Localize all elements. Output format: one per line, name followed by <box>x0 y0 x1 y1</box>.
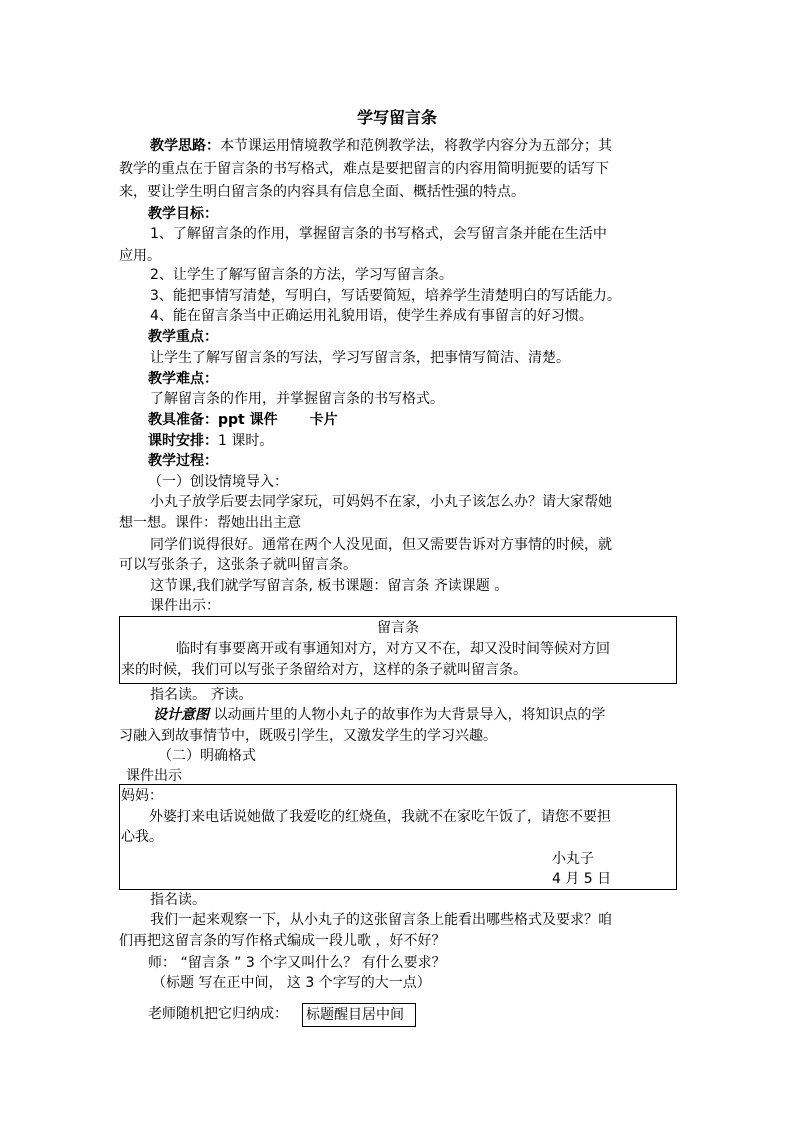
question-1b: 们再把这留言条的写作格式编成一段儿歌 ，好不好？ <box>119 933 446 949</box>
design-line-1 <box>153 705 605 725</box>
section-1-heading: （一）创设情境导入： <box>148 474 288 490</box>
summary-boxed <box>302 1003 416 1027</box>
goal-4: 4、能在留言条当中正确运用礼貌用语，使学生养成有事留言的好习惯。 <box>150 308 593 324</box>
thinking-line-2: 教学的重点在于留言条的书写格式，难点是要把留言的内容用简明扼要的话写下 <box>119 161 609 177</box>
key-label: 教学重点： <box>148 329 218 345</box>
goal-1b: 应用。 <box>119 248 161 264</box>
process-p2a: 同学们说得很好。通常在两个人没见面，但又需要告诉对方事情的时候，就 <box>150 537 612 553</box>
sample-note-box <box>119 784 677 890</box>
goals-label: 教学目标： <box>148 206 218 222</box>
question-2: 师： “留言条 ” 3 个字又叫什么？ 有什么要求？ <box>148 955 446 971</box>
process-p2b: 可以写张条子，这张条子就叫留言条。 <box>119 557 357 573</box>
note-signature: 小丸子 <box>552 851 594 867</box>
summary-label: 老师随机把它归纳成： <box>148 1006 288 1022</box>
hours-label: 课时安排： <box>148 433 218 449</box>
design-label: 设计意图 <box>153 707 209 723</box>
thinking-text-1: 本节课运用情境教学和范例教学法，将教学内容分为五部分；其 <box>220 138 612 154</box>
document-title: 学写留言条 <box>356 108 437 127</box>
definition-line-1: 临时有事要离开或有事通知对方，对方又不在，却又没时间等候对方回 <box>176 641 610 657</box>
question-1a: 我们一起来观察一下，从小丸子的这张留言条上能看出哪些格式及要求？咱 <box>150 912 612 928</box>
process-label: 教学过程： <box>148 453 218 469</box>
prep-card: 卡片 <box>309 412 338 428</box>
prep-label: 教具准备：ppt 课件 <box>148 412 278 428</box>
definition-heading: 留言条 <box>377 620 419 636</box>
summary-boxed-text: 标题醒目居中间 <box>306 1007 404 1023</box>
note-date: 4 月 5 日 <box>552 871 612 887</box>
after-box1-reading: 指名读。 齐读。 <box>150 687 253 703</box>
process-p1b: 想一想。课件：帮她出出主意 <box>119 515 301 531</box>
definition-line-2: 来的时候，我们可以写张子条留给对方，这样的条子就叫留言条。 <box>121 662 527 678</box>
question-3: （标题 写在正中间， 这 3 个字写的大一点） <box>152 975 431 991</box>
section-2-heading: （二）明确格式 <box>158 748 256 764</box>
courseware-label: 课件出示 <box>126 768 182 784</box>
hours-text: 1 课时。 <box>218 433 274 449</box>
process-p1a: 小丸子放学后要去同学家玩，可妈妈不在家，小丸子该怎么办？请大家帮她 <box>150 494 612 510</box>
goal-2: 2、让学生了解写留言条的方法，学习写留言条。 <box>150 267 453 283</box>
prep-line <box>148 410 338 430</box>
note-line-2: 心我。 <box>121 829 163 845</box>
process-p3: 这节课,我们就学写留言条, 板书课题：留言条 齐读课题 。 <box>150 578 509 594</box>
design-line-2: 习融入到故事情节中，既吸引学生，又激发学生的学习兴趣。 <box>119 728 497 744</box>
thinking-line-1 <box>150 136 612 156</box>
goal-1a: 1、了解留言条的作用，掌握留言条的书写格式，会写留言条并能在生活中 <box>150 226 607 242</box>
process-p4: 课件出示： <box>150 598 220 614</box>
design-text-1: 以动画片里的人物小丸子的故事作为大背景导入，将知识点的学 <box>213 707 606 723</box>
difficulty-text: 了解留言条的作用，并掌握留言条的书写格式。 <box>150 391 444 407</box>
key-text: 让学生了解写留言条的写法，学习写留言条，把事情写简洁、清楚。 <box>150 350 570 366</box>
thinking-label: 教学思路： <box>150 138 220 154</box>
goal-3: 3、能把事情写清楚，写明白，写话要简短，培养学生清楚明白的写话能力。 <box>150 288 621 304</box>
note-line-1: 外婆打来电话说她做了我爱吃的红烧鱼，我就不在家吃午饭了，请您不要担 <box>149 809 611 825</box>
hours-line <box>148 431 273 451</box>
summary-line <box>148 1004 288 1024</box>
note-greeting: 妈妈： <box>121 788 163 804</box>
definition-box <box>119 616 677 684</box>
difficulty-label: 教学难点： <box>148 371 218 387</box>
after-box2-reading: 指名读。 <box>150 892 206 908</box>
thinking-line-3: 来，要让学生明白留言条的内容具有信息全面、概括性强的特点。 <box>119 184 525 200</box>
